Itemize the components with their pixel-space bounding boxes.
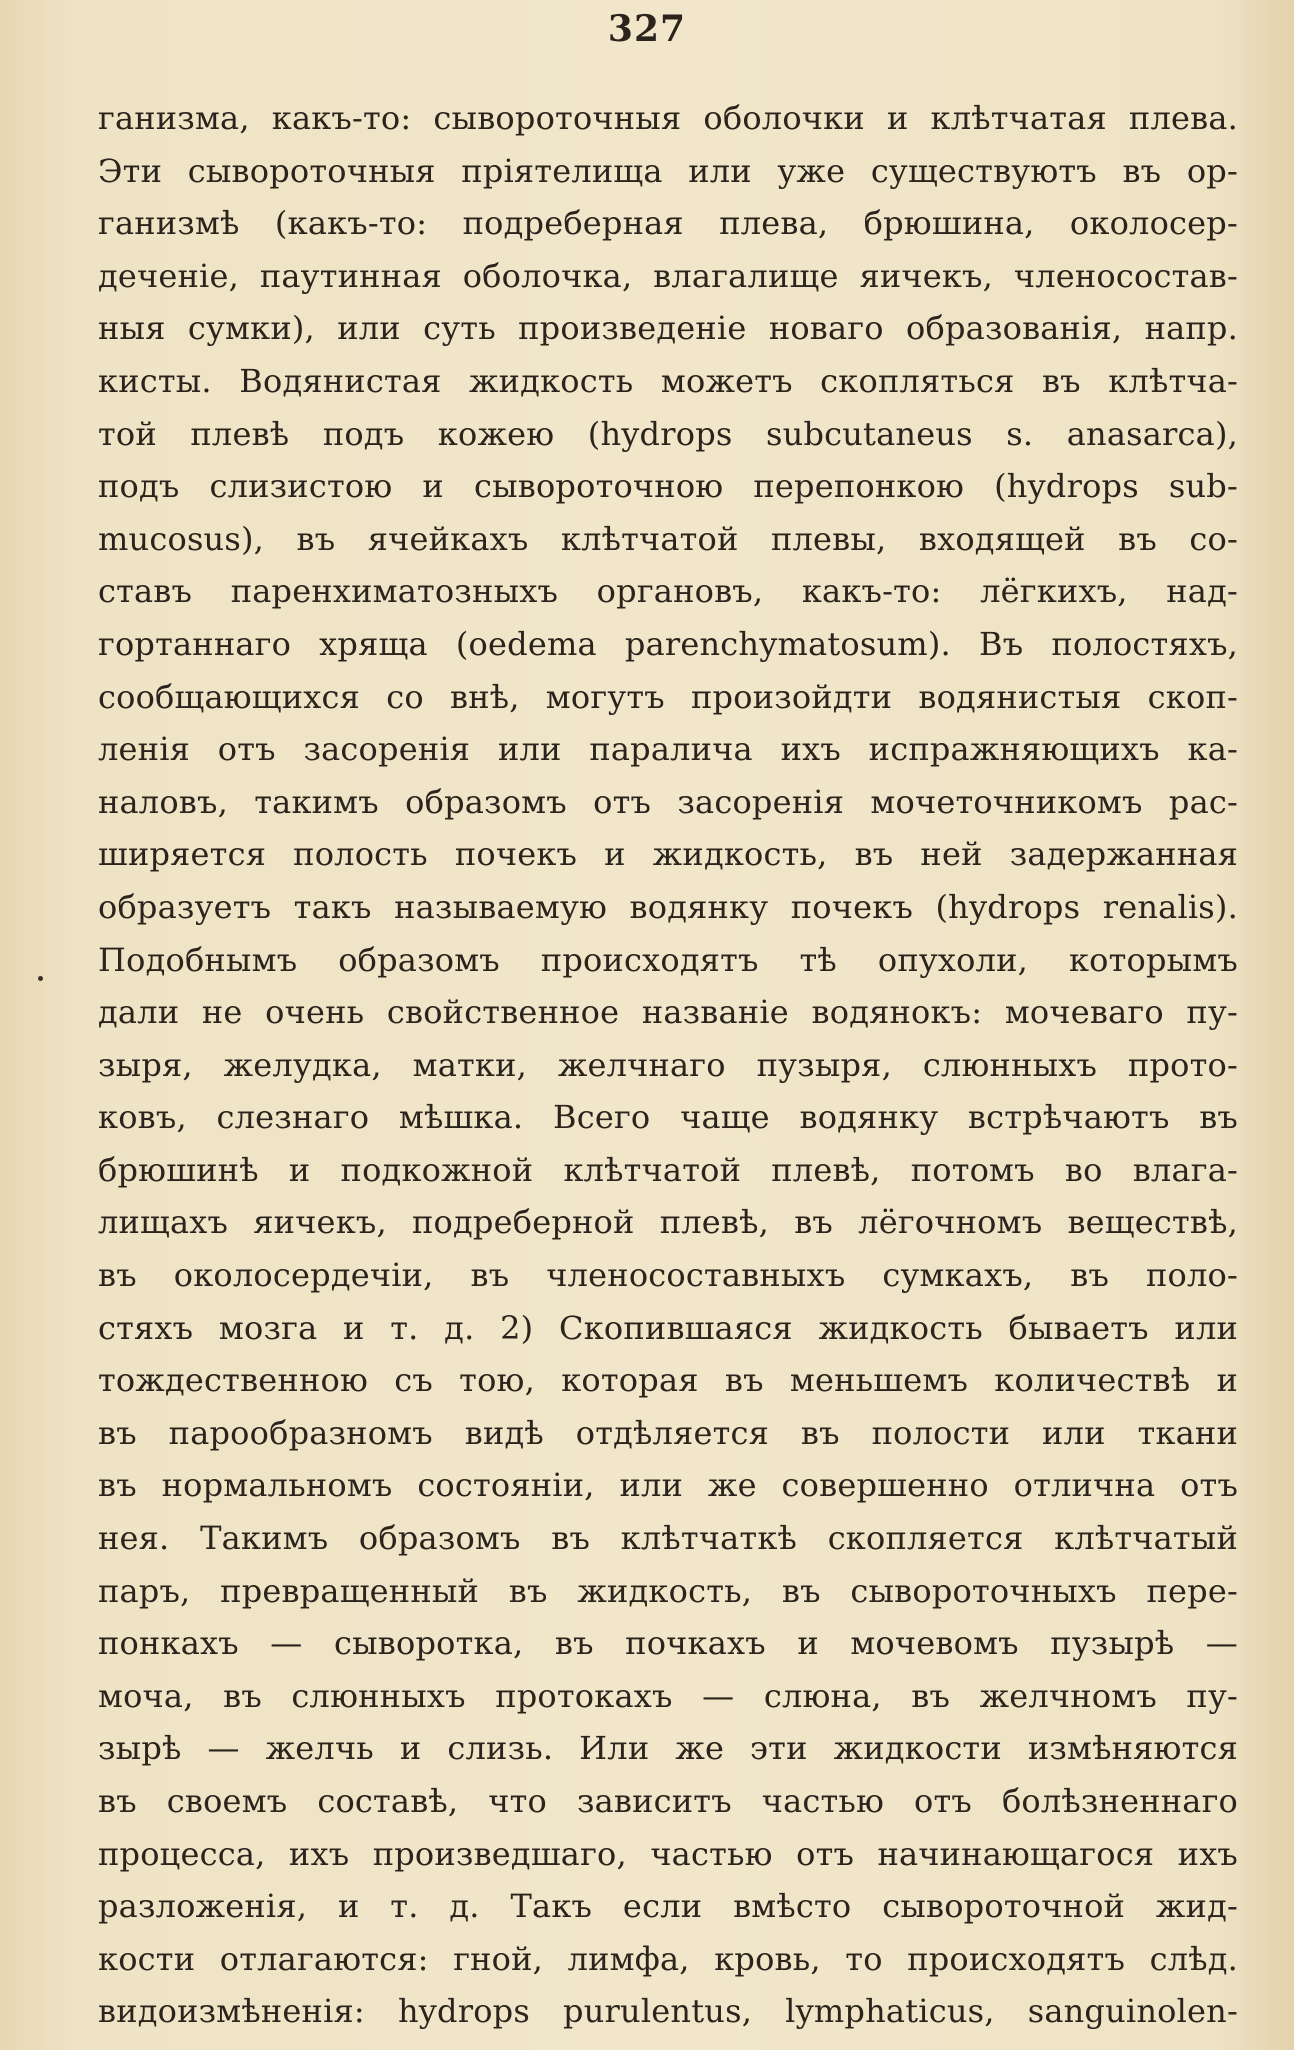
text-line: зырѣ — желчь и слизь. Или же эти жидкости измѣняются [98, 1729, 1238, 1768]
text-line: гортаннаго хряща (oedema parenchymatosum). Въ полостяхъ, [98, 624, 1238, 663]
text-line: паръ, превращенный въ жидкость, въ сывороточныхъ пере- [98, 1571, 1238, 1610]
text-line: ширяется полость почекъ и жидкость, въ ней задержанная [98, 835, 1238, 874]
text-line: въ своемъ составѣ, что зависитъ частью отъ болѣзненнаго [98, 1782, 1238, 1820]
text-line: въ нормальномъ состояніи, или же совершенно отлична отъ [98, 1466, 1238, 1505]
text-line: въ околосердечіи, въ членосоставныхъ сумкахъ, въ поло- [98, 1256, 1238, 1295]
text-line: разложенія, и т. д. Такъ если вмѣсто сывороточной жид- [98, 1887, 1238, 1926]
text-line: образуетъ такъ называемую водянку почекъ (hydrops renalis). [98, 887, 1238, 926]
text-line: кости отлагаются: гной, лимфа, кровь, то происходятъ слѣд. [98, 1939, 1238, 1978]
text-line: той плевѣ подъ кожею (hydrops subcutaneus s. anasarca), [98, 414, 1238, 453]
stray-ink-mark [38, 976, 43, 981]
text-line: понкахъ — сыворотка, въ почкахъ и мочевомъ пузырѣ — [98, 1624, 1238, 1663]
body-text [98, 92, 1238, 2038]
text-line: въ парообразномъ видѣ отдѣляется въ полости или ткани [98, 1413, 1238, 1452]
text-line: ганизма, какъ-то: сывороточныя оболочки и клѣтчатая плева. [98, 99, 1238, 137]
text-line: ковъ, слезнаго мѣшка. Всего чаще водянку встрѣчаютъ въ [98, 1098, 1238, 1137]
text-line: зыря, желудка, матки, желчнаго пузыря, слюнныхъ прото- [98, 1045, 1238, 1084]
text-line: стяхъ мозга и т. д. 2) Скопившаяся жидкость бываетъ или [98, 1308, 1238, 1347]
text-line: видоизмѣненія: hydrops purulentus, lymphaticus, sanguinolen- [98, 1992, 1238, 2031]
text-line: сообщающихся со внѣ, могутъ произойдти водянистыя скоп- [98, 677, 1238, 716]
text-line: Эти сывороточныя пріятелища или уже существуютъ въ ор- [98, 151, 1238, 190]
text-line: дали не очень свойственное названіе водянокъ: мочеваго пу- [98, 993, 1238, 1032]
text-line: mucosus), въ ячейкахъ клѣтчатой плевы, входящей въ со- [98, 519, 1238, 558]
text-line: Подобнымъ образомъ происходятъ тѣ опухоли, которымъ [98, 940, 1238, 979]
text-line: процесса, ихъ произведшаго, частью отъ начинающагося ихъ [98, 1834, 1238, 1873]
text-line: нея. Такимъ образомъ въ клѣтчаткѣ скопляется клѣтчатый [98, 1519, 1238, 1558]
text-line: ставъ паренхиматозныхъ органовъ, какъ-то: лёгкихъ, над- [98, 572, 1238, 611]
text-line: ныя сумки), или суть произведеніе новаго образованія, напр. [98, 309, 1238, 348]
text-line: тождественною съ тою, которая въ меньшемъ количествѣ и [98, 1361, 1238, 1400]
text-line: ленія отъ засоренія или паралича ихъ испражняющихъ ка- [98, 730, 1238, 769]
text-line: деченіе, паутинная оболочка, влагалище яичекъ, членосостав- [98, 256, 1238, 295]
text-line: лищахъ яичекъ, подреберной плевѣ, въ лёгочномъ веществѣ, [98, 1203, 1238, 1242]
page-number: 327 [607, 8, 687, 50]
text-line: подъ слизистою и сывороточною перепонкою (hydrops sub- [98, 467, 1238, 506]
text-line: наловъ, такимъ образомъ отъ засоренія мочеточникомъ рас- [98, 782, 1238, 821]
text-line: моча, въ слюнныхъ протокахъ — слюна, въ желчномъ пу- [98, 1676, 1238, 1715]
text-line: ганизмѣ (какъ-то: подреберная плева, брюшина, околосер- [98, 204, 1238, 243]
text-line: кисты. Водянистая жидкость можетъ скопляться въ клѣтча- [98, 361, 1238, 400]
text-line: брюшинѣ и подкожной клѣтчатой плевѣ, потомъ во влага- [98, 1150, 1238, 1189]
